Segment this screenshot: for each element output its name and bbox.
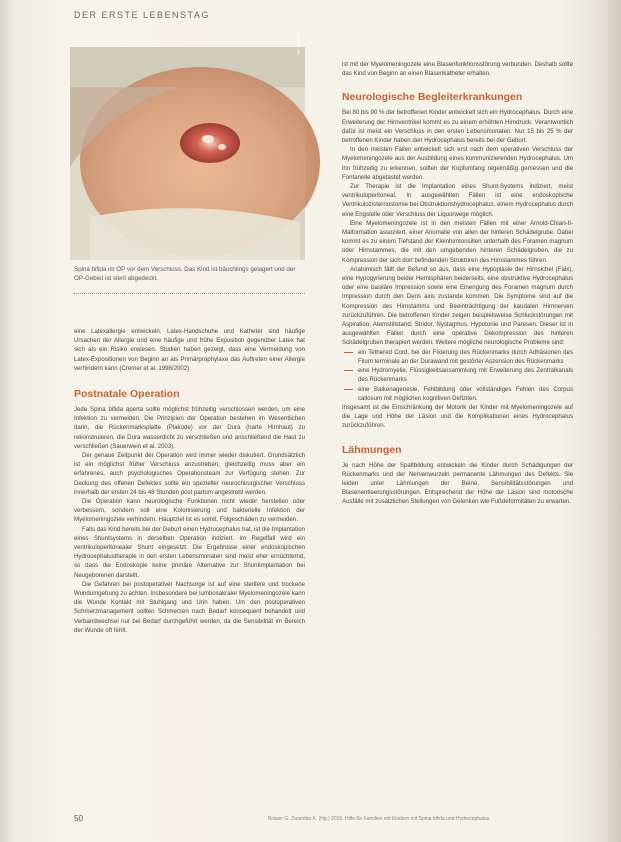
photo-credit: ASBH-Archiv <box>296 31 301 55</box>
heading-laehmungen: Lähmungen <box>342 443 402 456</box>
right-paragraph: Je nach Höhe der Spaltbildung entwickeln die Kinder durch Schädigungen der Rückenmarks und der Nervenwurzeln permanente Lähmungen des Defekts. Sie leiden unter Lähmungen der Beine, Sensibilitätsstörungen und Blasenentleerungsstörungen. Entsprechend der Höhe der Läsion sind motorische Ausfälle mit zusätzlichen Stellungen von Gelenken wie Fußdeformitäten zu erwarten. <box>342 461 573 506</box>
right-intro: ist mit der Myelomeningozele eine Blasenfunktionsstörung verbunden. Deshalb sollte das Kind von Beginn an einen Blasenkatheter erhalten. <box>342 61 573 78</box>
right-paragraph: Zur Therapie ist die Implantation eines Shunt-Systems indiziert, meist ventrikuloperitoneal. In ausgewählten Fällen ist eine endoskopische Ventrikulozisternostomie bei Obstruktionshydrocephalus, einem Hydrocephalus durch eine Engstelle oder Verschluss der Liquorwege möglich. <box>342 183 573 218</box>
left-paragraph: Der genaue Zeitpunkt der Operation wird immer wieder diskutiert. Grundsätzlich ist ein möglichst früher Verschluss anzustreben, gleichzeitig muss aber ein erfahrenes, auch psychologisches Operationsteam zur Verfügung stehen. Zur Deckung des offenen Defektes sollte ein spezieller neurochirurgischer Verschluss innerhalb der ersten 24 bis 48 Stunden post partum angestrebt werden. <box>74 452 305 496</box>
right-paragraph: Eine Myelomeningozele ist in den meisten Fällen mit einer Arnold-Chiari-II-Malformation assoziiert, einer Anomalie von allen der hinteren Schädelgrube. Dabei kommt es zu einem Tiefstand der Kleinhirntonsillen unterhalb des Foramen magnum oder Hirnstammes, die mit den umgebenden hinteren Schädelgruben, die zu Kompression der sich dort befindenden Strukturen des Hirnstammes führen. <box>342 219 573 264</box>
left-intro: eine Latexallergie entwickeln. Latex-Handschuhe und Katheter sind häufige Ursachen der Allergie und eine häufige und frühe Exposition gegenüber Latex hat sich als ein Risiko erwiesen. Studien haben gezeigt, dass eine Vermeidung von Latex-Expositionen von Beginn an als Primärprophylaxe das Auftreten einer Allergie verhindern kann (Cremer et al. 1998/2002). <box>74 328 305 372</box>
list-item: eine Hydromyelie, Flüssigkeitsansammlung mit Erweiterung des Zentralkanals des Rückenmarks <box>342 366 573 384</box>
complication-list <box>342 348 573 403</box>
left-paragraph: Jede Spina bifida aperta sollte möglichst frühzeitig verschlossen werden, um eine Infektion zu vermeiden. Die Prinzipien der Operation bestehen im Wesentlichen darin, die Rückenmarksplatte (Plakode) vor der Dura (harte Hirnhaut) zu rekonstruieren, die Dura wasserdicht zu verschließen und anschließend die Haut zu verschließen (Sauerwein et al. 2003). <box>74 406 305 450</box>
right-column <box>342 60 573 507</box>
left-paragraph: Die Gefahren bei postoperativer Nachsorge ist auf eine sterilere und trockene Wundumgebung zu achten. Insbesondere bei lumbosakraler Myelomeningozele kann die Wunde Kontakt mit Stuhlgang und Urin haben. Um den postoperativen Schmerzmanagement sollten Schmerzen nach Bedarf konsequent behandelt und Verbandwechsel nur bei Bedarf durchgeführt werden, da die Sensibilität im Bereich der Wunde oft fehlt. <box>74 580 305 634</box>
photo-caption: Spina bifida im OP vor dem Verschluss. Das Kind ist bäuchlings gelagert und der OP-Gebiet ist steril abgedeckt. <box>74 266 296 282</box>
left-paragraph: Falls das Kind bereits bei der Geburt einen Hydrocephalus hat, ist die Implantation eines Shuntsystems in derselben Operation indiziert. Im Regelfall wird ein ventrikuloperitonealer Shunt eingesetzt. Die Ergebnisse einer endoskopischen Hydrocephalustherapie in den ersten Lebensmonaten sind meist eher ernüchternd, so dass die Endoskopie keine primäre Alternative zur Shuntimplantation bei Neugeborenen darstellt. <box>74 525 305 579</box>
right-paragraph: Anatomisch fällt der Befund so aus, dass eine Hypoplasie der Hirnsichel (Falx), eine Hypogyrierung beider Hemisphären beiderseits, eine obstruktive Hydrocephalus oder eine basiläre Impression sowie eine Einengung des Foramen magnum durch Impression durch den Dens axis zustande kommen. Die Symptome sind auf die Kompression des Hirnstamms und Beeinträchtigung der kaudalen Hirnnerven zurückzuführen. Die betroffenen Kinder zeigen beispielsweise Schluckstörungen mit Aspiration, Atemstillstand, Stridor, Nystagmus, Hypotonie und Paresen. Dieser ist in ausgewählten Fällen durch eine operative Dekompression des hinteren Schädelgruben therapiert werden. Weitere mögliche neurologische Probleme sind: <box>342 265 573 347</box>
list-item: ein Tethered Cord, bei der Fixierung des Rückenmarks durch Adhäsionen des Filum terminale an der Durawand mit gestörter Aszension des Rückenmarks <box>342 348 573 366</box>
photo-illustration <box>70 47 305 260</box>
page-number: 50 <box>74 814 83 823</box>
running-header: DER ERSTE LEBENSTAG <box>74 10 210 20</box>
right-paragraph: In den meisten Fällen entwickelt sich erst nach dem operativen Verschluss der Myelomeningozele aus der Ausbildung eines kommunizierenden Hydrocephalus. Um ihn frühzeitig zu erkennen, sollten der Kopfumfang regelmäßig gemessen und die Fontanelle abgetastet werden. <box>342 146 573 181</box>
right-paragraph: Bei 80 bis 90 % der betroffenen Kinder entwickelt sich ein Hydrocephalus. Durch eine Erweiterung der Hirnventrikel kommt es zu einem erhöhten Hirndruck. Verantwortlich dafür ist meist ein Verschluss in den ersten Lebensmonaten. Nur 15 bis 25 % der betroffenen Kinder haben den Hydrocephalus bereits bei der Geburt. <box>342 109 573 145</box>
left-paragraph: Die Operation kann neurologische Funktionen nicht wieder herstellen oder verbessern, sondern soll eine Kolonisierung und bakterielle Infektion der Myelomeningozele verhindern. Hauptziel ist es somit, Folgeschäden zu vermeiden. <box>74 498 305 524</box>
heading-neurologische-begleiterkrankungen: Neurologische Begleiterkrankungen <box>342 91 523 104</box>
caption-divider <box>73 293 305 294</box>
right-paragraph: Insgesamt ist die Einschränkung der Motorik der Kinder mit Myelomeningozele auf die Lage und Höhe der Läsion und die Komplikationen eines Hydrocephalus zurückzuführen. <box>342 403 573 430</box>
surgery-photo <box>70 31 305 260</box>
list-item: eine Balkenagenesie, Fehlbildung oder vollständiges Fehlen des Corpus callosum mit möglichen kognitiven Defiziten. <box>342 385 573 403</box>
publisher-footer: Bräuer G. Zaremba K. (Hg.) 2015. Hilfe für Familien mit Kindern mit Spina bifida und Hydrocephalus. <box>268 816 491 822</box>
heading-postnatale-operation: Postnatale Operation <box>74 388 180 401</box>
left-column <box>74 327 305 635</box>
